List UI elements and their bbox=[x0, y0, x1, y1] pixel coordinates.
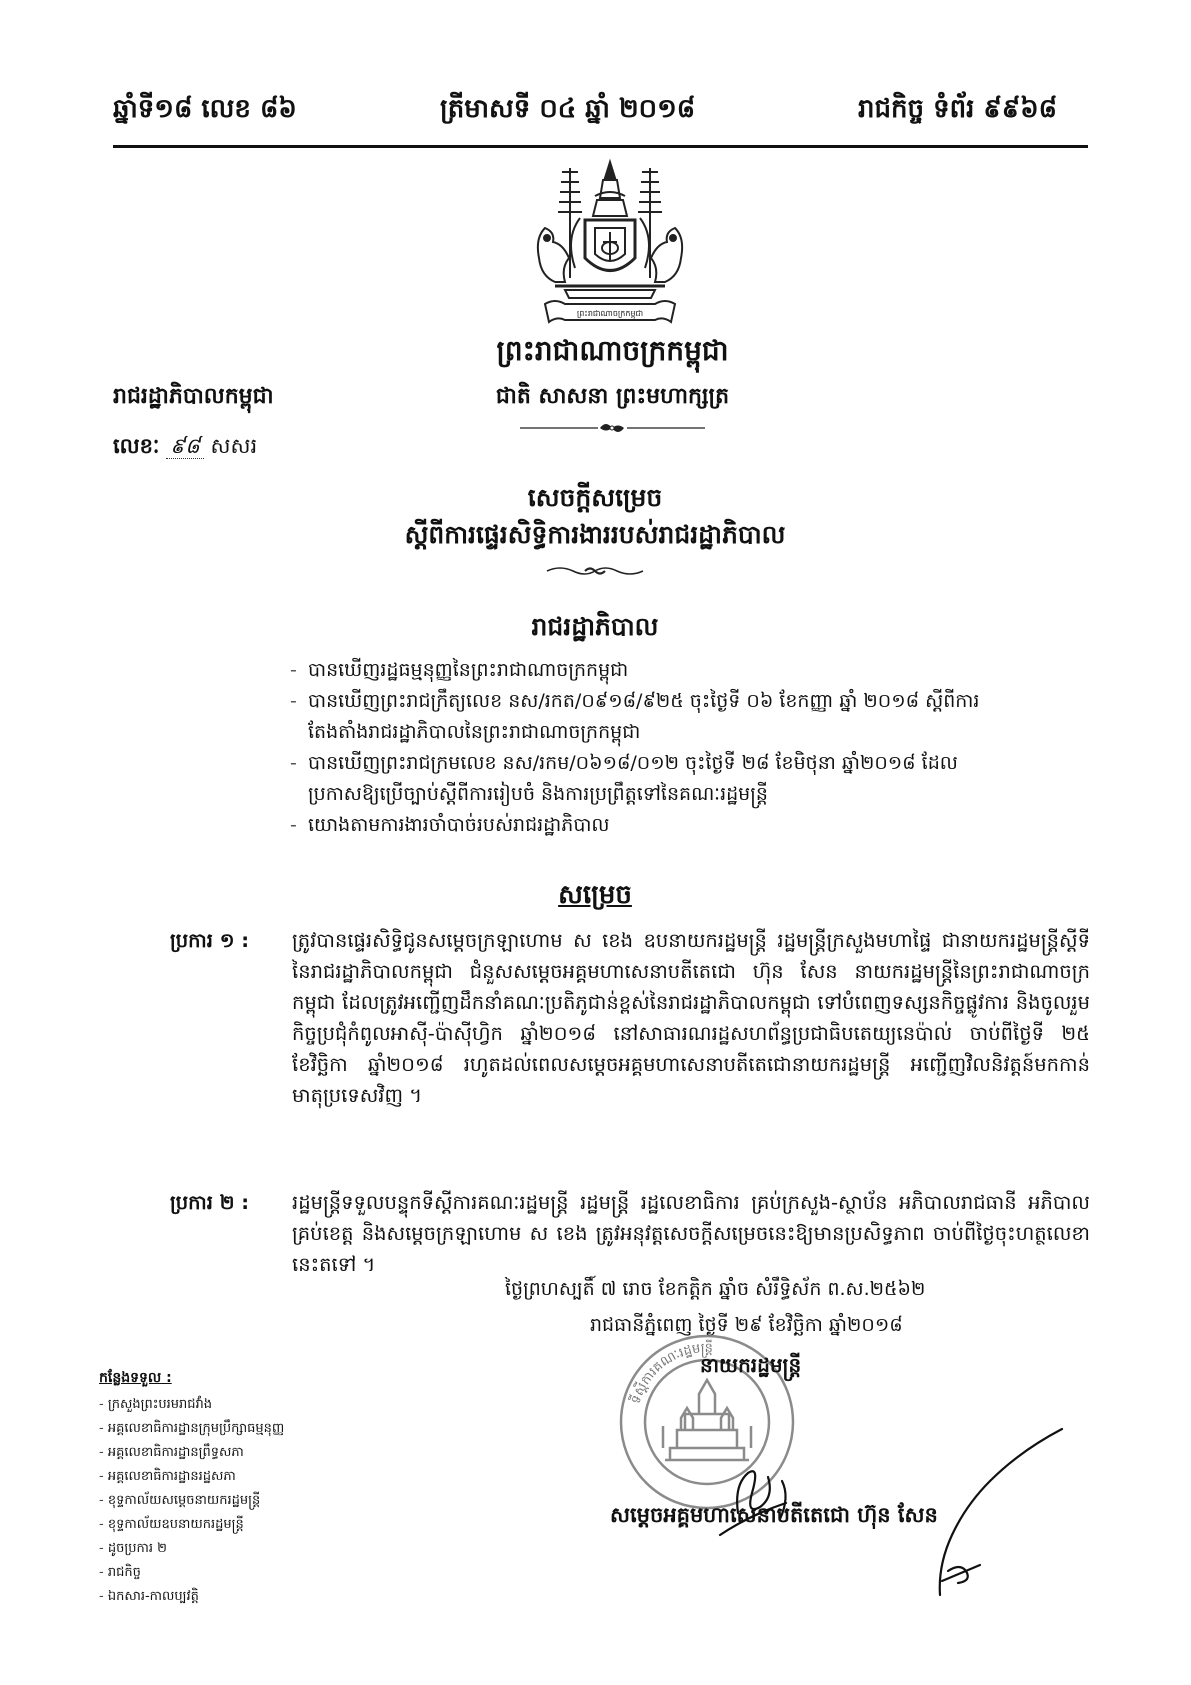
article-1 bbox=[170, 925, 1090, 1111]
lunar-date: ថ្ងៃព្រហស្បតិ៍ ៧ រោច ខែកត្តិក ឆ្នាំច សំរឹទ្ធិស័ក ព.ស.២៥៦២ bbox=[505, 1278, 926, 1300]
gazette-page-number: រាជកិច្ច ទំព័រ ៩៩៦៨ bbox=[858, 94, 1058, 124]
document-title: សេចក្តីសម្រេច bbox=[527, 483, 663, 512]
divider-ornament-icon bbox=[520, 420, 705, 436]
header-divider bbox=[113, 145, 1088, 148]
handwritten-signature-icon bbox=[690, 1385, 1080, 1615]
recipient-item: - ឯកសារ-កាលប្បវត្តិ bbox=[99, 1585, 284, 1609]
signatory-title: នាយករដ្ឋមន្ត្រី bbox=[700, 1353, 802, 1377]
recipient-item: - ខុទ្ទកាល័យសម្តេចនាយករដ្ឋមន្ត្រី bbox=[99, 1489, 284, 1513]
decision-number-label: លេខៈ bbox=[113, 434, 160, 458]
recipient-item: - ខុទ្ទកាល័យឧបនាយករដ្ឋមន្ត្រី bbox=[99, 1513, 284, 1537]
seal-text: ទីស្តីការគណៈរដ្ឋមន្ត្រី bbox=[628, 1340, 713, 1406]
decision-number bbox=[113, 433, 257, 464]
reference-item: - យោងតាមការងារចាំបាច់របស់រាជរដ្ឋាភិបាល bbox=[290, 810, 1010, 841]
gazette-year-issue: ឆ្នាំទី១៨ លេខ ៨៦ bbox=[113, 94, 297, 124]
recipient-item: - អគ្គលេខាធិការដ្ឋានរដ្ឋសភា bbox=[99, 1465, 284, 1489]
article-2-text: រដ្ឋមន្ត្រីទទួលបន្ទុកទីស្តីការគណៈរដ្ឋមន្ត្រី រដ្ឋមន្ត្រី រដ្ឋលេខាធិការ គ្រប់ក្រសួង-ស្ថាប័ន អភិបាលរាជធានី អភិបាលគ្រប់ខេត្ត និងសម្តេចក្រឡាហោម ស ខេង ត្រូវអនុវត្តសេចក្តីសម្រេចនេះឱ្យមានប្រសិទ្ធភាព ចាប់ពីថ្ងៃចុះហត្ថលេខានេះតទៅ ។ bbox=[292, 1191, 1090, 1276]
recipient-item: - ក្រសួងព្រះបរមរាជវាំង bbox=[99, 1393, 284, 1417]
place-and-date: រាជធានីភ្នំពេញ ថ្ងៃទី ២៩ ខែវិច្ឆិកា ឆ្នាំ២០១៨ bbox=[590, 1314, 903, 1336]
article-2 bbox=[170, 1187, 1090, 1280]
emblem-banner-text: ព្រះរាជាណាចក្រកម្ពុជា bbox=[576, 309, 644, 318]
issuing-authority: រាជរដ្ឋាភិបាលកម្ពុជា bbox=[113, 384, 274, 409]
signatory-name: សម្តេចអគ្គមហាសេនាបតីតេជោ ហ៊ុន សែន bbox=[610, 1503, 938, 1527]
recipient-item: - អគ្គលេខាធិការដ្ឋានព្រឹទ្ធសភា bbox=[99, 1441, 284, 1465]
article-1-label: ប្រការ ១ : bbox=[170, 929, 250, 952]
title-ornament-icon bbox=[545, 564, 645, 578]
gazette-quarter: ត្រីមាសទី ០៤ ឆ្នាំ ២០១៨ bbox=[440, 94, 696, 124]
reference-item: - បានឃើញព្រះរាជក្រមលេខ នស/រកម/០៦១៨/០១២ ចុះថ្ងៃទី ២៨ ខែមិថុនា ឆ្នាំ២០១៨ ដែលប្រកាសឱ្យប្រើច្បាប់ស្តីពីការរៀបចំ និងការប្រព្រឹត្តទៅនៃគណៈរដ្ឋមន្ត្រី bbox=[290, 748, 1010, 810]
recipients-title: កន្លែងទទួល : bbox=[99, 1370, 172, 1386]
decision-number-suffix: សសរ bbox=[210, 434, 258, 458]
body-heading: រាជរដ្ឋាភិបាល bbox=[531, 612, 659, 641]
recipient-item: - អគ្គលេខាធិការដ្ឋានក្រុមប្រឹក្សាធម្មនុញ្ញ bbox=[99, 1417, 284, 1441]
article-1-text: ត្រូវបានផ្ទេរសិទ្ធិជូនសម្តេចក្រឡាហោម ស ខេង ឧបនាយករដ្ឋមន្ត្រី រដ្ឋមន្ត្រីក្រសួងមហាផ្ទៃ ជានាយករដ្ឋមន្ត្រីស្តីទី នៃរាជរដ្ឋាភិបាលកម្ពុជា ជំនួសសម្តេចអគ្គមហាសេនាបតីតេជោ ហ៊ុន សែន នាយករដ្ឋមន្ត្រីនៃព្រះរាជាណាចក្រកម្ពុជា ដែលត្រូវអញ្ជើញដឹកនាំគណៈប្រតិភូជាន់ខ្ពស់នៃរាជរដ្ឋាភិបាលកម្ពុជា ទៅបំពេញទស្សនកិច្ចផ្លូវការ និងចូលរួមកិច្ចប្រជុំកំពូលអាស៊ី-ប៉ាស៊ីហ្វិក ឆ្នាំ២០១៨ នៅសាធារណរដ្ឋសហព័ន្ធប្រជាធិបតេយ្យនេប៉ាល់ ចាប់ពីថ្ងៃទី ២៥ ខែវិច្ឆិកា ឆ្នាំ២០១៨ រហូតដល់ពេលសម្តេចអគ្គមហាសេនាបតីតេជោនាយករដ្ឋមន្ត្រី អញ្ជើញវិលនិវត្តន៍មកកាន់មាតុប្រទេសវិញ ។ bbox=[292, 929, 1090, 1107]
reference-item: - បានឃើញរដ្ឋធម្មនុញ្ញនៃព្រះរាជាណាចក្រកម្ពុជា bbox=[290, 655, 1010, 686]
document-subject: ស្តីពីការផ្ទេរសិទ្ធិការងាររបស់រាជរដ្ឋាភិបាល bbox=[404, 520, 786, 549]
legal-references bbox=[290, 655, 1010, 841]
reference-item: - បានឃើញព្រះរាជក្រឹត្យលេខ នស/រកត/០៩១៨/៩២៥ ចុះថ្ងៃទី ០៦ ខែកញ្ញា ឆ្នាំ ២០១៨ ស្តីពីការតែងតាំងរាជរដ្ឋាភិបាលនៃព្រះរាជាណាចក្រកម្ពុជា bbox=[290, 686, 1010, 748]
royal-coat-of-arms-icon bbox=[525, 158, 695, 333]
decision-number-value: ៩៨ bbox=[166, 434, 204, 459]
decides-heading: សម្រេច bbox=[558, 880, 632, 910]
recipient-item: - ដូចប្រការ ២ bbox=[99, 1537, 284, 1561]
article-2-label: ប្រការ ២ : bbox=[170, 1191, 250, 1214]
national-motto: ជាតិ សាសនា ព្រះមហាក្សត្រ bbox=[495, 384, 730, 409]
recipient-item: - រាជកិច្ច bbox=[99, 1561, 284, 1585]
kingdom-name: ព្រះរាជាណាចក្រកម្ពុជា bbox=[496, 334, 729, 367]
recipients-list bbox=[99, 1368, 284, 1609]
